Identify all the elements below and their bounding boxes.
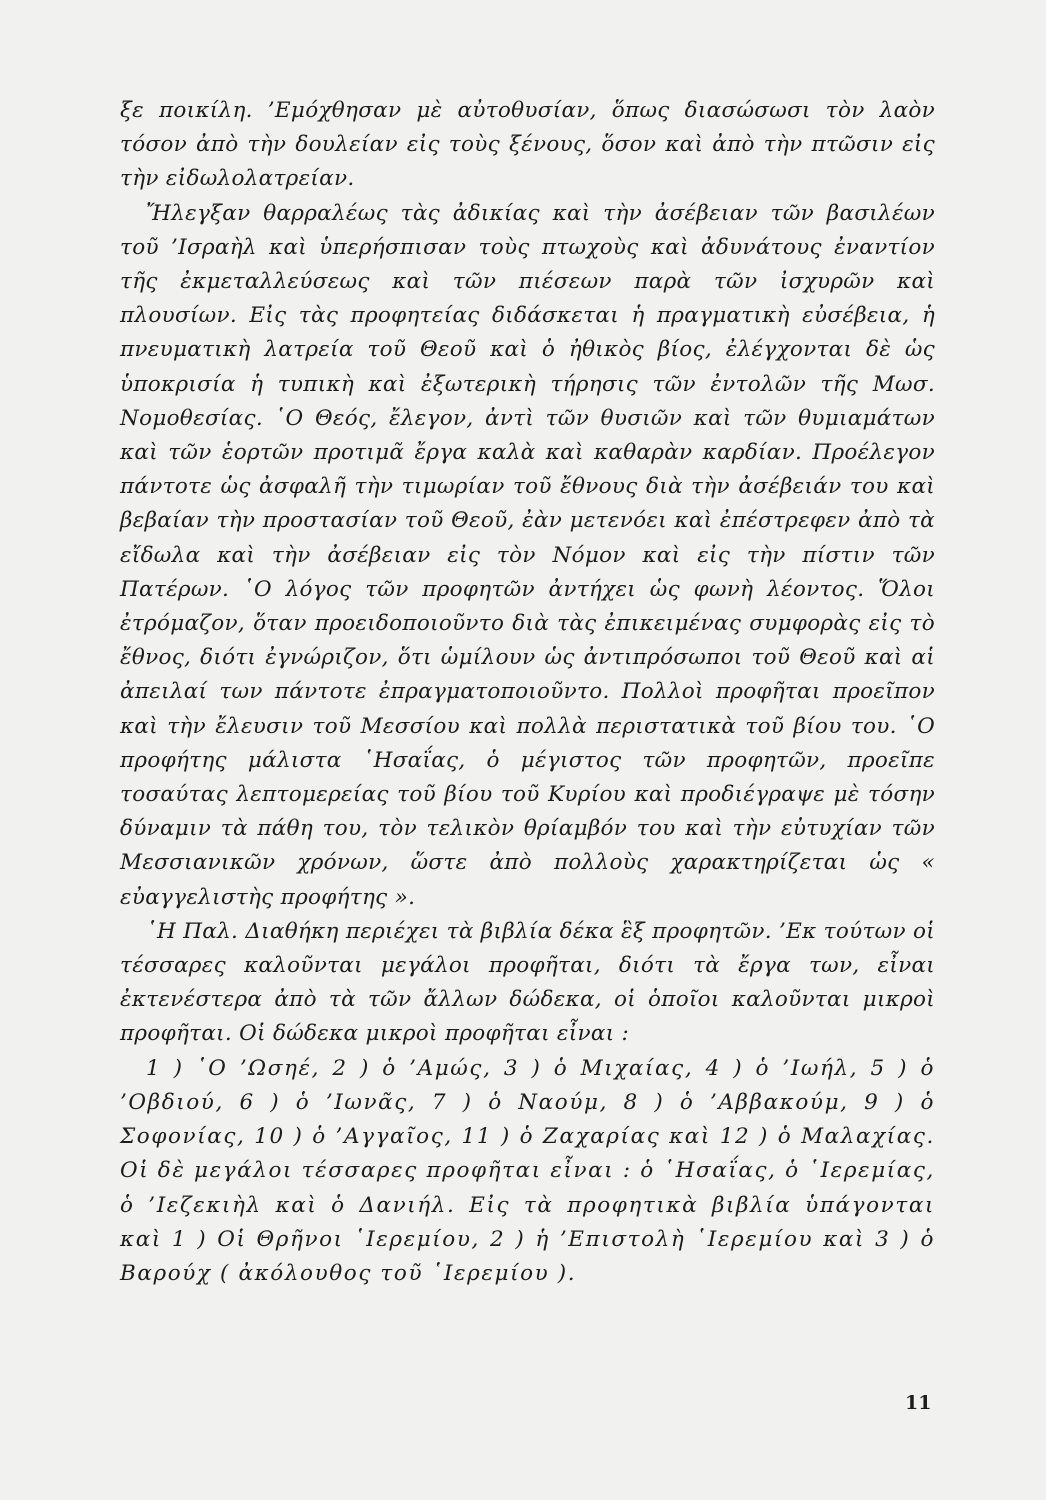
- body-text: [120, 94, 935, 1291]
- paragraph-1: ξε ποικίλη. ’Εμόχθησαν μὲ αὐτοθυσίαν, ὅπως διασώσωσι τὸν λαὸν τόσον ἀπὸ τὴν δουλείαν εἰς τοὺς ξένους, ὅσον καὶ ἀπὸ τὴν πτῶσιν εἰς τὴν εἰδωλολατρείαν.: [120, 98, 935, 192]
- paragraph-2: Ἤλεγξαν θαρραλέως τὰς ἀδικίας καὶ τὴν ἀσέβειαν τῶν βασιλέων τοῦ ’Ισραὴλ καὶ ὑπερήσπισαν τοὺς πτωχοὺς καὶ ἀδυνάτους ἐναντίον τῆς ἐκμεταλλεύσεως καὶ τῶν πιέσεων παρὰ τῶν ἰσχυρῶν καὶ πλουσίων. Εἰς τὰς προφητείας διδάσκεται ἡ πραγματικὴ εὐσέβεια, ἡ πνευματικὴ λατρεία τοῦ Θεοῦ καὶ ὁ ἠθικὸς βίος, ἐλέγχονται δὲ ὡς ὑποκρισία ἡ τυπικὴ καὶ ἐξωτερικὴ τήρησις τῶν ἐντολῶν τῆς Μωσ. Νομοθεσίας. ῾Ο Θεός, ἔλεγον, ἀντὶ τῶν θυσιῶν καὶ τῶν θυμιαμάτων καὶ τῶν ἑορτῶν προτιμᾶ ἔργα καλὰ καὶ καθαρὰν καρδίαν. Προέλεγον πάντοτε ὡς ἀσφαλῆ τὴν τιμωρίαν τοῦ ἔθνους διὰ τὴν ἀσέβειάν του καὶ βεβαίαν τὴν προστασίαν τοῦ Θεοῦ, ἐὰν μετενόει καὶ ἐπέστρεφεν ἀπὸ τὰ εἴδωλα καὶ τὴν ἀσέβειαν εἰς τὸν Νόμον καὶ εἰς τὴν πίστιν τῶν Πατέρων. ῾Ο λόγος τῶν προφητῶν ἀντήχει ὡς φωνὴ λέοντος. Ὅλοι ἐτρόμαζον, ὅταν προειδοποιοῦντο διὰ τὰς ἐπικειμένας συμφορὰς εἰς τὸ ἔθνος, διότι ἐγνώριζον, ὅτι ὡμίλουν ὡς ἀντιπρόσωποι τοῦ Θεοῦ καὶ αἱ ἀπειλαί των πάντοτε ἐπραγματοποιοῦντο. Πολλοὶ προφῆται προεῖπον καὶ τὴν ἔλευσιν τοῦ Μεσσίου καὶ πολλὰ περιστατικὰ τοῦ βίου του. ῾Ο προφήτης μάλιστα ῾Ησαΐας, ὁ μέγιστος τῶν προφητῶν, προεῖπε τοσαύτας λεπτομερείας τοῦ βίου τοῦ Κυρίου καὶ προδιέγραψε μὲ τόσην δύναμιν τὰ πάθη του, τὸν τελικὸν θρίαμβόν του καὶ τὴν εὐτυχίαν τῶν Μεσσιανικῶν χρόνων, ὥστε ἀπὸ πολλοὺς χαρακτηρίζεται ὡς « εὐαγγελιστὴς προφήτης ».: [120, 200, 935, 910]
- page-number: 11: [905, 1392, 932, 1414]
- paragraph-3: ῾Η Παλ. Διαθήκη περιέχει τὰ βιβλία δέκα ἓξ προφητῶν. ’Εκ τούτων οἱ τέσσαρες καλοῦνται μεγάλοι προφῆται, διότι τὰ ἔργα των, εἶναι ἐκτενέστερα ἀπὸ τὰ τῶν ἄλλων δώδεκα, οἱ ὁποῖοι καλοῦνται μικροὶ προφῆται. Οἱ δώδεκα μικροὶ προφῆται εἶναι :: [120, 918, 935, 1047]
- paragraph-4-prophets-list: 1 ) ῾Ο ’Ωσηέ, 2 ) ὁ ’Αμώς, 3 ) ὁ Μιχαίας, 4 ) ὁ ’Ιωήλ, 5 ) ὁ ’Οβδιού, 6 ) ὁ ’Ιωνᾶς, 7 ) ὁ Ναούμ, 8 ) ὁ ’Αββακούμ, 9 ) ὁ Σοφονίας, 10 ) ὁ ’Αγγαῖος, 11 ) ὁ Ζαχαρίας καὶ 12 ) ὁ Μαλαχίας. Οἱ δὲ μεγάλοι τέσσαρες προφῆται εἶναι : ὁ ῾Ησαΐας, ὁ ῾Ιερεμίας, ὁ ’Ιεζεκιὴλ καὶ ὁ Δανιήλ. Εἰς τὰ προφητικὰ βιβλία ὑπάγονται καὶ 1 ) Οἱ Θρῆνοι ῾Ιερεμίου, 2 ) ἡ ’Επιστολὴ ῾Ιερεμίου καὶ 3 ) ὁ Βαρούχ ( ἀκόλουθος τοῦ ῾Ιερεμίου ).: [120, 1055, 935, 1286]
